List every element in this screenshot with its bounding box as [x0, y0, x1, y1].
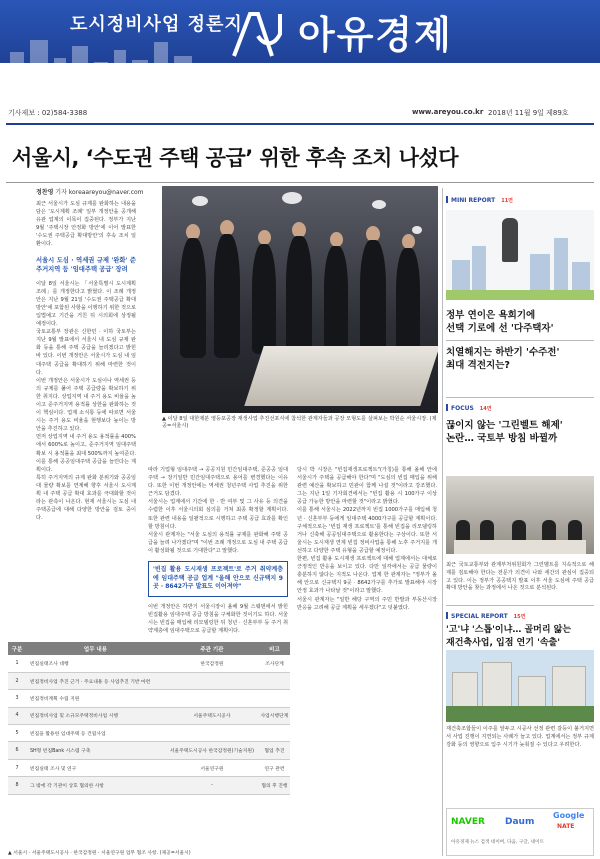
masthead-strip: [0, 63, 600, 92]
report-page: 15면: [513, 614, 526, 620]
paragraph: 이를 통해 서울시는 2022년까지 빈집 1000가구를 매입해 청년 · 신혼부부 등에게 임대주택 4000가구를 공급할 계획이다. 구체적으로는 '빈집 재생 프로젝트'를 통해 빈집을 리모델링하거나 신축해 공공임대주택으로 활용한다는 구상이다. 또한 서울시는 도시재생 연계 빈집 정비사업을 통해 노후 주거지를 개선하고 다양한 주택 유형을 공급할 예정이다.: [297, 507, 437, 554]
naver-logo: NAVER: [451, 817, 485, 827]
table-row: [8, 707, 290, 724]
row-task: 그 밖에 각 기관이 상호 협의한 사항: [26, 777, 165, 794]
row-number: 4: [8, 707, 26, 724]
portal-search-ad[interactable]: [446, 808, 594, 856]
article-column-3: [297, 466, 437, 858]
row-note: 연구 관련: [259, 759, 290, 776]
report-headline-4[interactable]: 최대 격전지는?: [446, 360, 510, 371]
subheading: 서울시 도심 · 역세권 규제 '완화' 준주거지역 등 '임대주택 공급' 장려: [36, 256, 136, 273]
table-row: [8, 777, 290, 794]
table-row: [8, 655, 290, 672]
paragraph: 최근 서울시가 도심 규제를 완화하는 내용을 담은 '도시계획 조례' 일부 개정안을 공개해 유관 업계의 이목이 집중된다. 정부가 지난 9월 '주택시장 안정화 방안'에 이어 발표한 '수도권 주택공급 확대방안'의 후속 조치 일환이다.: [36, 201, 136, 248]
table-row: [8, 759, 290, 776]
row-task: SH형 빈집Bank 시스템 구축: [26, 742, 165, 759]
paragraph: 서울시는 업계에서 기간에 한 · 반 여부 및 그 사유 등 의견을 수렴한 이후 서울시의회 심의를 거쳐 최종 확정할 계획이다. 또한 관련 내용을 일괄적으로 시행하고 주택 공급 효과를 확인할 방침이다.: [148, 499, 288, 530]
ad-text: 아유경제 뉴스 검색 네이버, 다음, 구글, 네이트: [451, 840, 545, 845]
report-page: 11면: [501, 198, 514, 204]
row-number: 5: [8, 725, 26, 742]
divider: [446, 605, 594, 606]
divider: [446, 340, 594, 341]
row-task: 빈집실태 조사 및 연구: [26, 759, 165, 776]
mini-report-label: [446, 196, 513, 204]
table-header-row: [8, 642, 290, 655]
masthead-rule: [6, 123, 594, 125]
special-headline-2[interactable]: 재건축사업, 입점 연기 '속출': [446, 638, 560, 648]
row-task: 빈집정비계획 수립 지원: [26, 690, 165, 707]
focus-caption: 최근 국토교통부와 관계부처위원회가 그린벨트를 지속적으로 해제를 검토해야 한다는 전문가 의견이 나와 세간의 관심이 집중되고 있다. 이는 정부가 공공택지 발표 이후 서울 도심에 주택 공급 확대 방안을 찾는 과정에서 나온 것으로 분석된다.: [446, 562, 594, 592]
table-row: [8, 742, 290, 759]
tip-phone: 기사제보 : 02)584-3388: [8, 109, 88, 117]
row-note: 협업 추진: [259, 742, 290, 759]
paragraph: 이번 개정안은 서울시가 도심이나 역세권 등의 규제를 풀어 주택 공급량을 확보하기 위한 취지다. 상업지역 내 주거 용도 비율을 높이고 준주거지역 용적률 상한을 완화하는 것이 핵심이다. 업계 소식통 등에 따르면 서울시는 주거 용도 비율을 현행보다 높이는 방안을 추진하고 있다.: [36, 377, 136, 433]
row-org: [165, 690, 259, 707]
paragraph: 서울시 관계자는 "일반 해당 구역의 주민 반발과 부동산시장 반응을 고려해 공급 계획을 세우겠다"고 덧붙였다.: [297, 596, 437, 611]
row-note: [259, 690, 290, 707]
sidebar-divider: [442, 188, 443, 856]
masthead-subtitle: 도시정비사업 정론지: [70, 14, 243, 35]
paragraph: 당시 박 시장은 "빈집재생프로젝트"(가칭)를 통해 올해 안에 서울시가 주택을 공급해야 한다"며 "도심의 빈집 매입을 위해 관련 예산을 확보하고 민관이 함께 나설 것"이라고 강조했다. 그는 지난 1일 기자회견에서는 "빈집 활용 시 100가구 이상 공급 가능한 방안을 마련할 것"이라고 밝혔다.: [297, 467, 437, 506]
row-note: 조사단계: [259, 655, 290, 672]
column-header: 구분: [8, 642, 26, 655]
row-note: 사업시행단계: [259, 707, 290, 724]
row-org: [165, 672, 259, 689]
row-task: 빈집실태조사 대행: [26, 655, 165, 672]
row-number: 6: [8, 742, 26, 759]
row-note: [259, 672, 290, 689]
report-label: SPECIAL REPORT: [451, 613, 508, 620]
focus-photo: [446, 476, 594, 554]
row-org: 서울주택도시공사 한국감정원(기술지원): [165, 742, 259, 759]
column-header: 업무 내용: [26, 642, 165, 655]
table-row: [8, 725, 290, 742]
byline: [36, 187, 144, 196]
paragraph: 따라 기업형 임대주택 → 공공지원 민간임대주택, 준공공 임대주택 → 장기일반 민간임대주택으로 용어를 변경했다는 이유다. 또한 이번 개정안에는 역세권 청년주택 사업 추진을 위한 근거도 담겼다.: [148, 467, 288, 498]
column-header: 비고: [259, 642, 290, 655]
focus-headline-2[interactable]: 논란… 국토부 방침 바뀔까: [446, 433, 558, 444]
row-number: 3: [8, 690, 26, 707]
special-report-label: [446, 612, 525, 620]
masthead-brand: 아유경제: [298, 13, 453, 57]
nate-logo: NATE: [557, 823, 575, 830]
article-headline: 서울시, ‘수도권 주택 공급’ 위한 후속 조치 나섰다: [12, 146, 459, 170]
report-headline-3[interactable]: 치열해지는 하반기 '수주전': [446, 347, 560, 358]
row-org: [165, 725, 259, 742]
row-note: 협의 후 진행: [259, 777, 290, 794]
report-label: MINI REPORT: [451, 197, 496, 204]
table-row: [8, 672, 290, 689]
row-org: -: [165, 777, 259, 794]
divider: [446, 397, 594, 398]
row-note: [259, 725, 290, 742]
row-org: 한국감정원: [165, 655, 259, 672]
focus-headline-1[interactable]: 끊이지 않는 '그린벨트 해제': [446, 420, 563, 431]
special-caption: 재건축조합들이 이주를 앞두고 시공사 선정 관련 갈등이 불거지면서 사업 진행이 지연되는 사례가 늘고 있다. 업계에서는 정부 규제 강화 등의 영향으로 입주 시기가 늦춰질 수 있다고 우려한다.: [446, 726, 594, 748]
report-page: 14면: [479, 406, 492, 412]
photo-caption: ▲ 이달 8일 대한제분 영등포공장 재생사업 추진선포식에 참석한 관계자들과 공장 모형도를 살펴보는 박원순 서울시장. (제공=서울시): [162, 416, 437, 429]
table-footnote: ▲ 서울시 · 서울주택도시공사 · 한국감정원 · 서울연구원 업무 협조 사항. (제공=서울시): [8, 851, 191, 856]
focus-label: [446, 404, 492, 412]
daum-logo: Daum: [505, 817, 535, 827]
row-number: 8: [8, 777, 26, 794]
row-org: 서울주택도시공사: [165, 707, 259, 724]
ayu-logo-icon: [228, 6, 288, 62]
report-label: FOCUS: [451, 405, 474, 412]
row-task: 빈집정비사업 및 소규모주택정비사업 시행: [26, 707, 165, 724]
cooperation-table: [8, 642, 290, 795]
row-number: 1: [8, 655, 26, 672]
paragraph: 국토교통부 장관은 신한민 · 이하 국토부는 지난 9월 발표에서 서울시 내 도심 규제 완화 등을 통해 주택 공급을 늘리겠다고 밝힌 바 있다. 이번 개정안은 서울시가 도심 내 임대주택 공급을 확대하기 위해 마련한 것이다.: [36, 329, 136, 376]
issue-info-bar: [0, 108, 600, 122]
issue-date: 2018년 11월 9일 제89호: [488, 109, 569, 117]
byline-email: 기자 koreaareyou@naver.com: [53, 189, 144, 196]
paragraph: 먼저 상업지역 내 주거 용도 용적률을 400%에서 600%로 높이고, 준주거지역 임대주택 확보 시 용적률을 최대 500%까지 높여준다. 이를 통해 공공임대주택 공급을 늘린다는 계획이다.: [36, 434, 136, 473]
mini-report-headline-1[interactable]: 정부 연이은 욕희기에: [446, 310, 536, 321]
paragraph: 이번 개정안은 하반기 서울시장이 올해 9월 스웨덴에서 밝힌 빈집활용 임대주택 공급 방침을 구체화한 것이기도 하다. 서울시는 빈집을 매입해 리모델링한 뒤 청년 · 신혼부부 등 주거 취약계층에 임대주택으로 공급할 계획이다.: [148, 603, 288, 633]
paragraph: 서울시 관계자는 "서울 도심의 용적률 규제를 완화해 주택 공급을 늘려 나가겠다"며 "이번 조례 개정으로 도심 내 주택 공급이 활성화될 것으로 기대한다"고 말했다.: [148, 531, 288, 554]
column-header: 주관 기관: [165, 642, 259, 655]
byline-name: 정찬영: [36, 189, 54, 196]
mini-report-illustration: [446, 210, 594, 300]
paragraph: 이달 8일 서울시는 「서울특별시 도시계획 조례」를 개정한다고 밝혔다. 이 조례 개정안은 지난 9월 21일 '수도권 주택공급 확대 방안'에 포함된 사항을 이행하기 위한 것으로 입법예고 기간을 거친 뒤 시의회에 상정될 예정이다.: [36, 280, 136, 328]
table-row: [8, 690, 290, 707]
special-headline-1[interactable]: '고'냐 '스톱'이냐… 골머리 앓는: [446, 625, 572, 635]
row-number: 2: [8, 672, 26, 689]
site-url[interactable]: www.areyou.co.kr: [412, 108, 484, 116]
row-task: 빈집을 활용한 임대주택 등 건립사업: [26, 725, 165, 742]
paragraph: 특히 주거지역의 규제 완화 분위기와 공공임대 물량 확보를 연계해 향후 서울시 도시계획 내 주택 공급 확대 효과를 극대화할 것이라는 관측이 나온다. 현재 서울시는 도심 내 주택공급에 대해 다양한 방안을 검토 중이다.: [36, 474, 136, 522]
paragraph: 한편, 빈집 활용 도시재생 프로젝트에 대해 업계에서는 대체로 긍정적인 반응을 보이고 있다. 다만 일각에서는 공급 물량이 충분하지 않다는 지적도 나온다. 업계 한 관계자는 "정부가 올해 안으로 신규택지 9곳 · 8642가구를 추가로 발표해야 시장 안정 효과가 나타날 것"이라고 말했다.: [297, 556, 437, 595]
article-photo: [162, 186, 438, 413]
special-photo: [446, 650, 594, 722]
row-task: 빈집정비사업 추진 근거 · 주요내용 등 사업추진 기반 마련: [26, 672, 165, 689]
row-org: 서울연구원: [165, 759, 259, 776]
headline-rule: [6, 182, 594, 183]
masthead: [0, 0, 600, 92]
article-column-2: [148, 466, 288, 633]
pull-quote: '빈집 활용 도시재생 프로젝트'로 주거 취약계층에 임대주택 공급 업계 "올해 안으로 신규택지 9곳 · 8642가구 발표도 이어져야": [148, 561, 288, 597]
google-logo: Google: [553, 811, 585, 820]
mini-report-headline-2[interactable]: 선택 기로에 선 '다주택자': [446, 323, 554, 334]
article-column-1: [36, 200, 136, 633]
row-number: 7: [8, 759, 26, 776]
